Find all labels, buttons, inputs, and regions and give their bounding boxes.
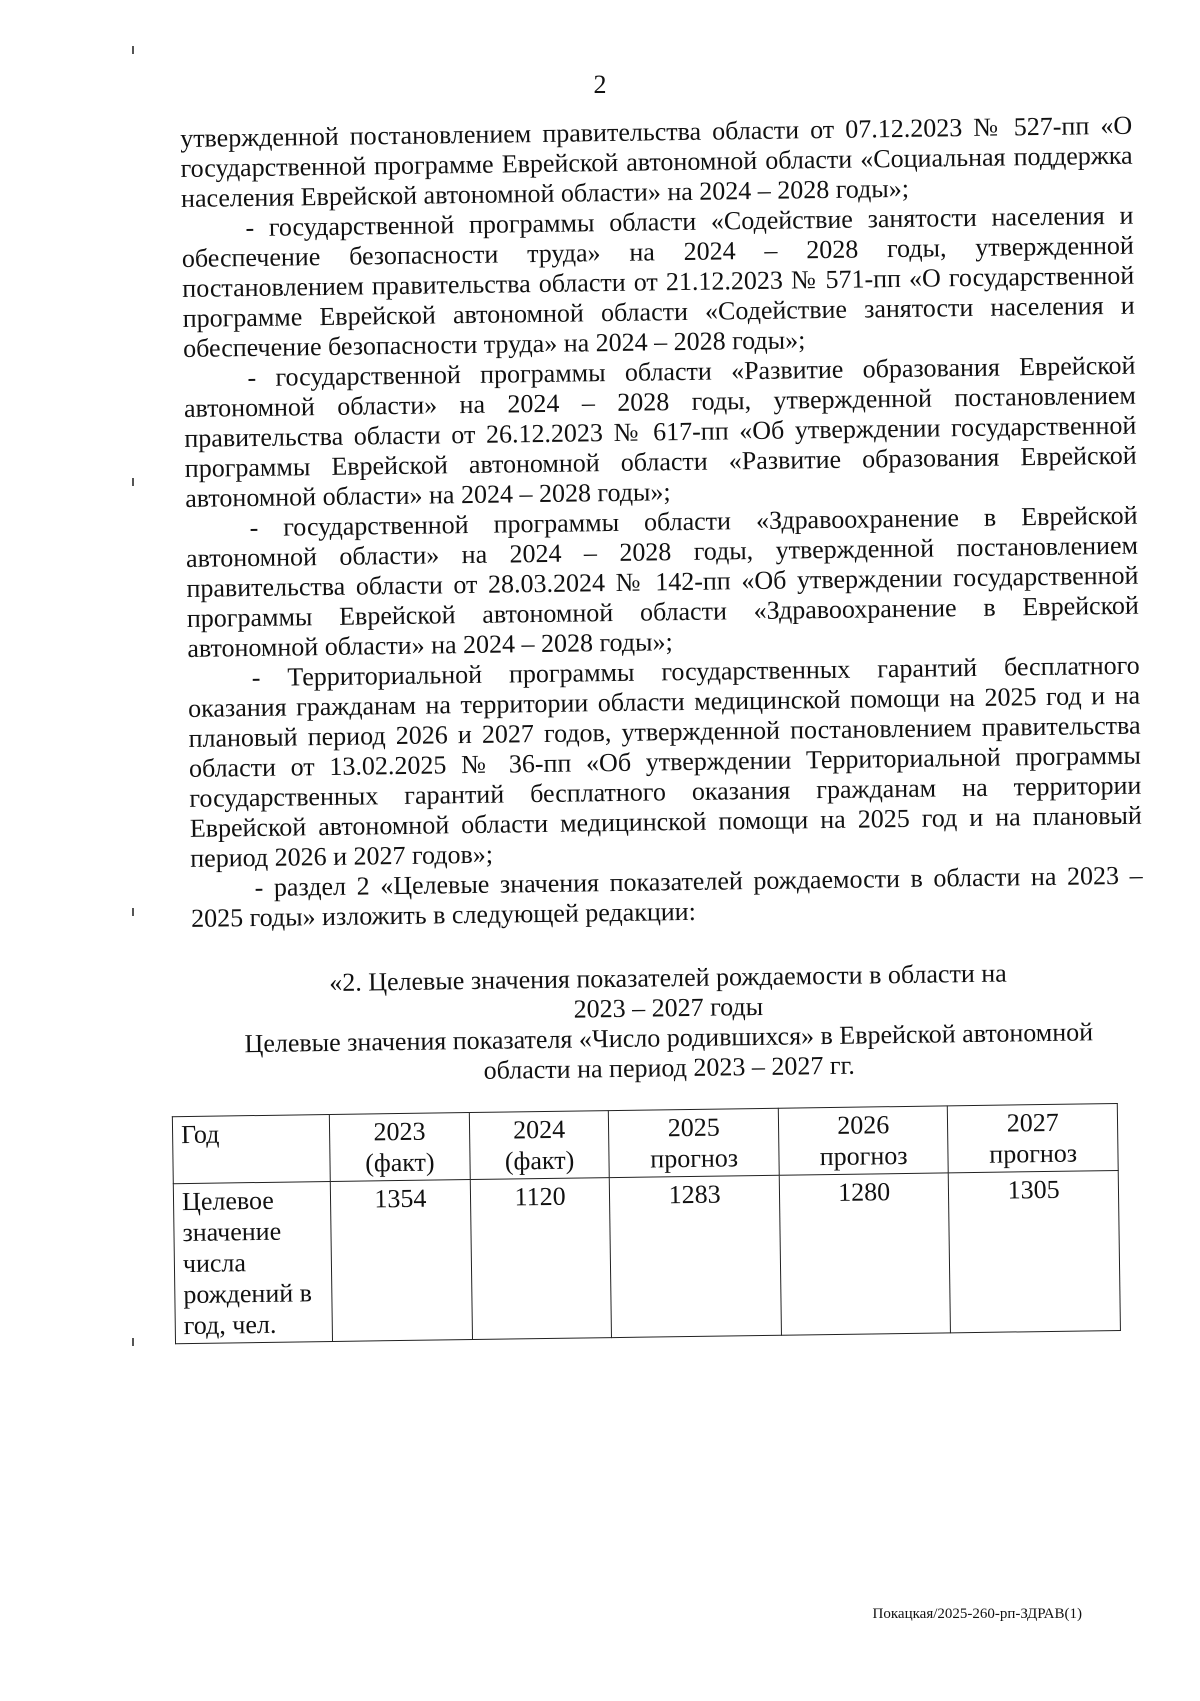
header-cell [172, 1115, 330, 1184]
header-cell [778, 1106, 948, 1175]
header-note: (факт) [504, 1145, 575, 1176]
value-cell: 1305 [949, 1171, 1121, 1333]
header-year: 2025 [667, 1112, 720, 1143]
section-title-line: «2. Целевые значения показателей рождаемости в области на [329, 958, 1007, 997]
scan-mark [132, 478, 134, 486]
paragraph: - государственной программы области «Здравоохранение в Еврейской автономной области» на 2024 – 2028 годы, утвержденной постановлением правительства области от 28.03.2024 № 142-пп «Об утверждении государственной программы Еврейской автономной области «Здравоохранение в Еврейской автономной области» на 2024 – 2028 годы»; [185, 500, 1140, 663]
value-cell: 1283 [610, 1175, 782, 1337]
header-note: прогноз [989, 1138, 1078, 1169]
paragraph: - государственной программы области «Содействие занятости населения и обеспечение безопасности труда» на 2024 – 2028 годы, утвержденной постановлением правительства области от 21.12.2023 № 571-пп «О государственной программе Еврейской автономной области «Содействие занятости населения и обеспечение безопасности труда» на 2024 – 2028 годы»; [181, 200, 1135, 363]
table-row [173, 1171, 1120, 1344]
birth-targets-table [172, 1103, 1121, 1344]
scan-mark [132, 1338, 134, 1346]
scan-mark [132, 46, 134, 54]
document-body [180, 111, 1149, 1344]
value-cell: 1120 [470, 1178, 612, 1340]
birth-targets-table-wrapper [172, 1103, 1149, 1345]
header-note: прогноз [819, 1140, 908, 1172]
header-year: Год [180, 1119, 220, 1150]
section-subtitle-line: Целевые значения показателя «Число родившихся» в Еврейской автономной [244, 1017, 1094, 1059]
paragraph: - раздел 2 «Целевые значения показателей рождаемости в области на 2023 – 2025 годы» изложить в следующей редакции: [190, 860, 1143, 933]
paragraph: - государственной программы области «Развитие образования Еврейской автономной области» на 2024 – 2028 годы, утвержденной постановлением правительства области от 26.12.2023 № 617-пп «Об утверждении государственной программы Еврейской автономной области «Развитие образования Еврейской автономной области» на 2024 – 2028 годы»; [183, 350, 1137, 513]
paragraph: - Территориальной программы государственных гарантий бесплатного оказания гражданам на территории области медицинской помощи на 2025 год и на плановый период 2026 и 2027 годов, утвержденной постановлением правительства области от 13.02.2025 № 36-пп «Об утверждении Территориальной программы государственных гарантий бесплатного оказания гражданам на территории Еврейской автономной области медицинской помощи на 2025 год и на плановый период 2026 и 2027 годов»; [187, 650, 1142, 873]
header-year: 2024 [512, 1114, 566, 1145]
header-year: 2023 [373, 1116, 426, 1147]
header-cell [469, 1111, 610, 1180]
page-number: 2 [593, 70, 607, 99]
header-note: (факт) [364, 1147, 435, 1178]
header-year: 2027 [1006, 1107, 1059, 1138]
paragraph: утвержденной постановлением правительства области от 07.12.2023 № 527-пп «О государственной программе Еврейской автономной области «Социальная поддержка населения Еврейской автономной области» на 2024 – 2028 годы»; [180, 110, 1133, 213]
header-cell [329, 1113, 470, 1182]
header-cell [609, 1108, 779, 1177]
section-subtitle-line: области на период 2023 – 2027 гг. [483, 1050, 855, 1085]
value-cell: 1280 [779, 1173, 951, 1335]
scan-mark [132, 908, 134, 916]
value-cell: 1354 [330, 1180, 472, 1342]
header-cell [948, 1104, 1118, 1173]
document-footer: Покацкая/2025-260-рп-ЗДРАВ(1) [872, 1606, 1082, 1622]
header-note: прогноз [650, 1143, 739, 1174]
row-label: Целевое значение числа рождений в год, чел. [173, 1182, 332, 1344]
section-title-line: 2023 – 2027 годы [573, 991, 764, 1024]
header-year: 2026 [837, 1110, 890, 1140]
section-heading [192, 957, 1146, 1090]
